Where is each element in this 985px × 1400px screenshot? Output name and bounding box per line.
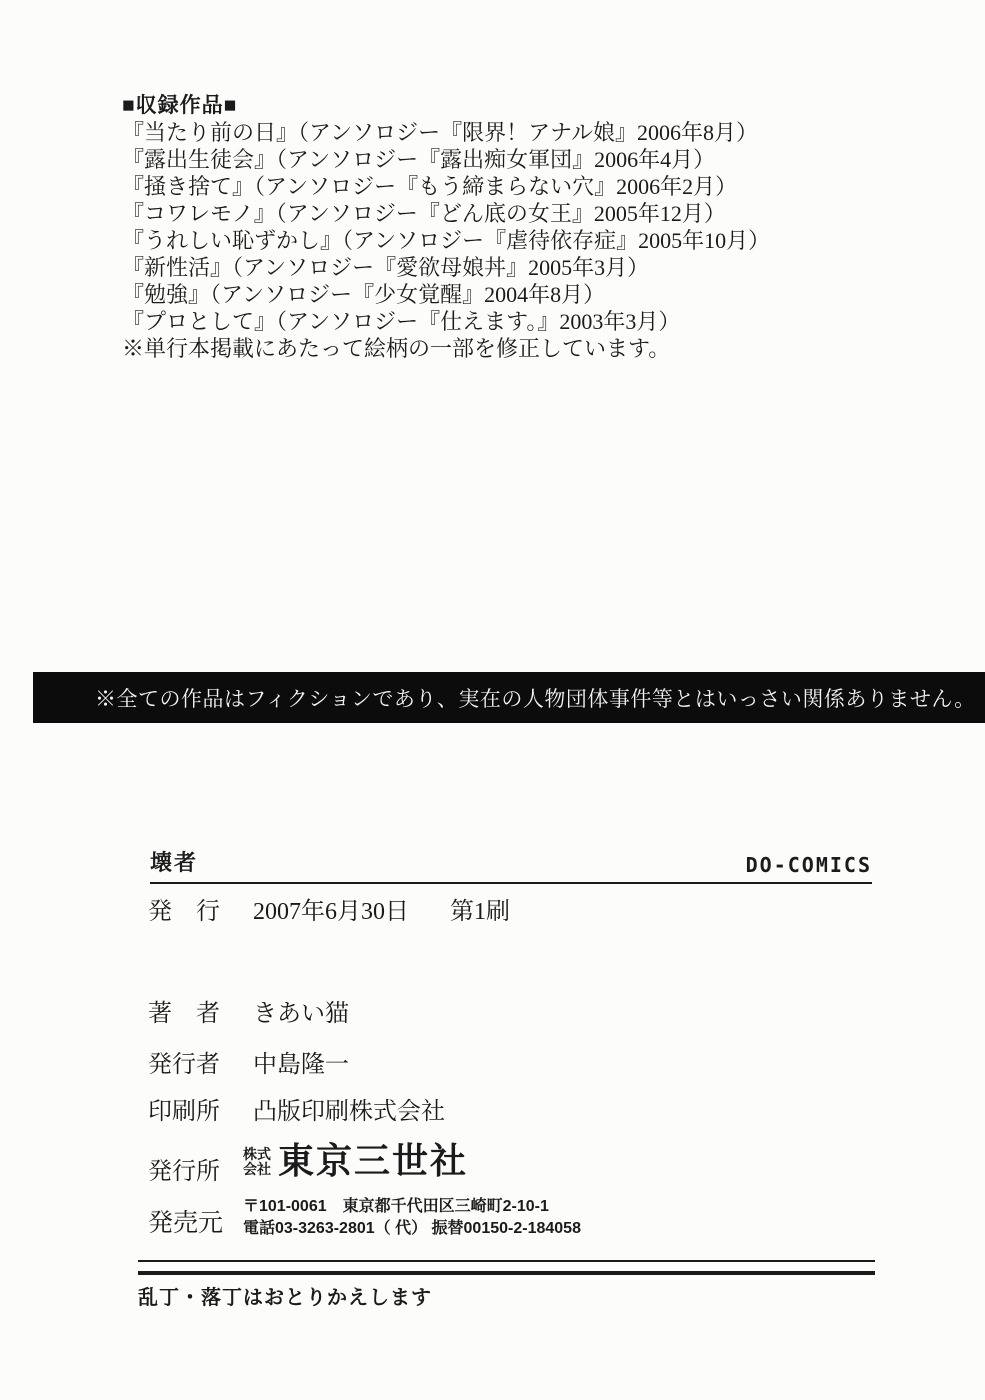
printing-number: 第1刷 bbox=[450, 899, 510, 925]
publish-label: 発 行 bbox=[148, 899, 220, 925]
book-title: 壊者 bbox=[150, 850, 199, 875]
title-row bbox=[150, 846, 872, 884]
works-list bbox=[122, 119, 770, 362]
work-item: 『コワレモノ』（アンソロジー『どん底の女王』2005年12月） bbox=[122, 201, 726, 226]
disclaimer-text: ※全ての作品はフィクションであり、実在の人物団体事件等とはいっさい関係ありません。 bbox=[95, 687, 976, 711]
printer-label: 印刷所 bbox=[148, 1099, 220, 1125]
works-section bbox=[122, 92, 770, 362]
divider-rule-thin bbox=[138, 1260, 875, 1262]
works-revision-note: ※単行本掲載にあたって絵柄の一部を修正しています。 bbox=[122, 336, 671, 361]
imprint-label: DO-COMICS bbox=[745, 853, 872, 877]
author-name: きあい猫 bbox=[253, 1001, 349, 1027]
work-item: 『新性活』（アンソロジー『愛欲母娘丼』2005年3月） bbox=[122, 255, 650, 280]
publish-date: 2007年6月30日 bbox=[253, 899, 409, 925]
distributor-label: 発売元 bbox=[148, 1210, 224, 1237]
publisher-label: 発行者 bbox=[148, 1052, 220, 1078]
work-item: 『当たり前の日』（アンソロジー『限界！アナル娘』2006年8月） bbox=[122, 120, 759, 145]
postal-address: 〒101-0061 東京都千代田区三崎町2-10-1 bbox=[243, 1198, 549, 1215]
work-item: 『うれしい恥ずかし』（アンソロジー『虐待依存症』2005年10月） bbox=[122, 228, 771, 253]
disclaimer-banner bbox=[33, 672, 985, 723]
work-item: 『勉強』（アンソロジー『少女覚醒』2004年8月） bbox=[122, 282, 606, 307]
work-item: 『露出生徒会』（アンソロジー『露出痴女軍団』2006年4月） bbox=[122, 147, 716, 172]
work-item: 『掻き捨て』（アンソロジー『もう締まらない穴』2006年2月） bbox=[122, 174, 738, 199]
distributor-address bbox=[243, 1196, 581, 1240]
divider-rule-thick bbox=[138, 1271, 875, 1275]
publisher-name: 中島隆一 bbox=[253, 1052, 349, 1078]
company-type-prefix-top: 株式 bbox=[243, 1146, 271, 1162]
work-item: 『プロとして』（アンソロジー『仕えます。』2003年3月） bbox=[122, 309, 681, 334]
publish-row bbox=[148, 891, 510, 926]
printer-row bbox=[148, 1091, 445, 1126]
phone-line: 電話03-3263-2801（ 代） 振替00150-2-184058 bbox=[243, 1220, 581, 1237]
printer-name: 凸版印刷株式会社 bbox=[253, 1099, 445, 1125]
publisher-row bbox=[148, 1044, 349, 1079]
defective-copy-note: 乱丁・落丁はおとりかえします bbox=[138, 1287, 432, 1309]
company-type-prefix-bottom: 会社 bbox=[243, 1161, 271, 1177]
works-heading: ■収録作品■ bbox=[122, 93, 238, 117]
publishing-house-name: 東京三世社 bbox=[278, 1140, 469, 1181]
author-label: 著 者 bbox=[148, 1001, 220, 1027]
company-type-prefix bbox=[243, 1147, 271, 1177]
publishing-house-label: 発行所 bbox=[148, 1159, 220, 1185]
author-row bbox=[148, 993, 349, 1028]
